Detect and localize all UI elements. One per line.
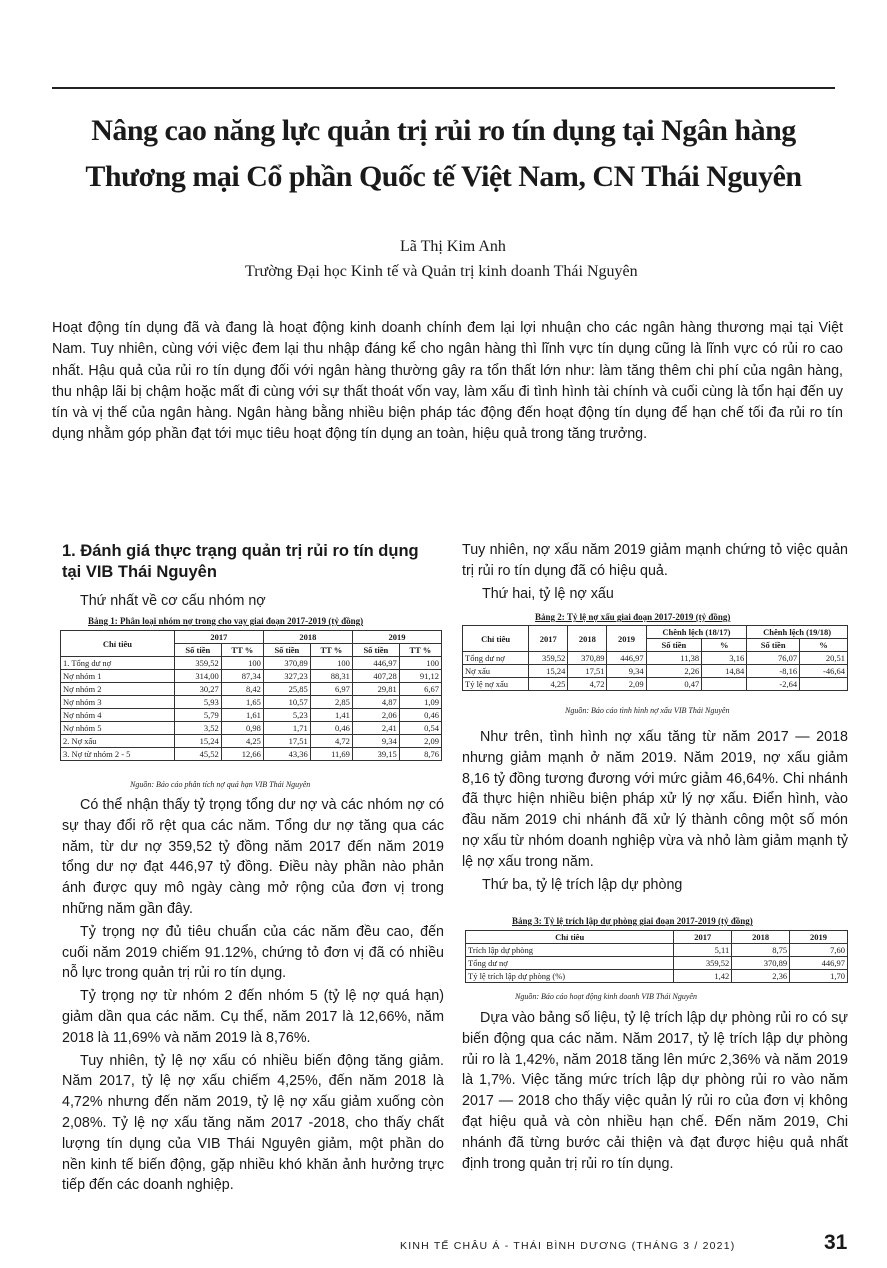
table-cell: 1,71 bbox=[263, 722, 310, 735]
table-row-label: Tỷ lệ trích lập dự phòng (%) bbox=[466, 970, 674, 983]
table-cell: 30,27 bbox=[174, 683, 221, 696]
table-cell: 5,23 bbox=[263, 709, 310, 722]
table-cell: 9,34 bbox=[607, 665, 646, 678]
title-line-1: Nâng cao năng lực quản trị rủi ro tín dụng tại Ngân hàng bbox=[91, 114, 796, 147]
table-cell: 2,09 bbox=[399, 735, 441, 748]
paragraph: Tỷ trọng nợ từ nhóm 2 đến nhóm 5 (tỷ lệ nợ quá hạn) giảm dần qua các năm. Cụ thể, năm 2017 là 12,66%, năm 2018 là 11,69% và năm 2019 là 8,76%. bbox=[62, 988, 444, 1046]
table3-header-year: 2017 bbox=[674, 931, 732, 944]
table-cell: 1,42 bbox=[674, 970, 732, 983]
table-row bbox=[61, 683, 442, 696]
table1-header-year: 2019 bbox=[352, 631, 441, 644]
table-cell: 359,52 bbox=[529, 652, 568, 665]
table-cell: 11,69 bbox=[310, 748, 352, 761]
table-cell: 87,34 bbox=[221, 670, 263, 683]
table-cell: 5,11 bbox=[674, 944, 732, 957]
table-row-label: Tổng dư nợ bbox=[466, 957, 674, 970]
table2-source: Nguồn: Báo cáo tình hình nợ xấu VIB Thái Nguyên bbox=[565, 706, 730, 715]
table-row bbox=[466, 957, 848, 970]
top-rule bbox=[52, 87, 835, 89]
table-cell: 91,12 bbox=[399, 670, 441, 683]
title-line-2: Thương mại Cổ phần Quốc tế Việt Nam, CN Thái Nguyên bbox=[85, 160, 802, 193]
author-name: Lã Thị Kim Anh bbox=[400, 238, 506, 255]
page-number: 31 bbox=[824, 1231, 848, 1254]
table-cell: 446,97 bbox=[607, 652, 646, 665]
table1-header-pct: TT % bbox=[310, 644, 352, 657]
table1 bbox=[60, 630, 442, 761]
journal-footer: KINH TẾ CHÂU Á - THÁI BÌNH DƯƠNG (THÁNG 3 / 2021) bbox=[400, 1240, 736, 1252]
table-row-label: Trích lập dự phòng bbox=[466, 944, 674, 957]
table2 bbox=[462, 625, 848, 691]
table-cell: 1,41 bbox=[310, 709, 352, 722]
table-cell: 2,85 bbox=[310, 696, 352, 709]
table-cell: 12,66 bbox=[221, 748, 263, 761]
table-cell: 2,26 bbox=[646, 665, 702, 678]
table2-header-pct: % bbox=[800, 639, 848, 652]
table-cell: 314,00 bbox=[174, 670, 221, 683]
right-column-middle bbox=[462, 727, 848, 895]
table1-header-pct: TT % bbox=[221, 644, 263, 657]
table-cell: 7,60 bbox=[790, 944, 848, 957]
table-row bbox=[61, 722, 442, 735]
table1-source: Nguồn: Báo cáo phân tích nợ quá hạn VIB Thái Nguyên bbox=[130, 780, 311, 789]
table2-caption: Bảng 2: Tỷ lệ nợ xấu giai đoạn 2017-2019 (tỷ đồng) bbox=[535, 612, 731, 622]
table-row-label: Nợ nhóm 3 bbox=[61, 696, 175, 709]
table1-header-amount: Số tiền bbox=[352, 644, 399, 657]
table-cell: 359,52 bbox=[174, 657, 221, 670]
table-cell: 76,07 bbox=[747, 652, 800, 665]
paragraph: Như trên, tình hình nợ xấu tăng từ năm 2017 — 2018 nhưng giảm mạnh ở năm 2019. Năm 2019, nợ xấu giảm 8,16 tỷ đồng tương đương với mức giảm 46,64%. Chi nhánh đã thực hiện nhiều biện pháp xử lý nợ xấu. Điển hình, vào đầu năm 2019 chi nhánh đã xử lý thành công một số món nợ xấu từ nhóm doanh nghiệp vừa và nhỏ làm giảm mạnh tỷ lệ nợ xấu trong năm. bbox=[462, 729, 848, 870]
table-row bbox=[463, 678, 848, 691]
table1-header-amount: Số tiền bbox=[263, 644, 310, 657]
table-cell: 0,47 bbox=[646, 678, 702, 691]
table-cell: 14,84 bbox=[702, 665, 747, 678]
table-row bbox=[61, 709, 442, 722]
table-cell: 4,25 bbox=[221, 735, 263, 748]
table2-header-item: Chỉ tiêu bbox=[463, 626, 529, 652]
table-cell: 0,46 bbox=[310, 722, 352, 735]
table-cell: -46,64 bbox=[800, 665, 848, 678]
table2-header-year: 2017 bbox=[529, 626, 568, 652]
table-row-label: 3. Nợ từ nhóm 2 - 5 bbox=[61, 748, 175, 761]
table-cell: 6,67 bbox=[399, 683, 441, 696]
table-row-label: 1. Tổng dư nợ bbox=[61, 657, 175, 670]
paragraph: Tuy nhiên, nợ xấu năm 2019 giảm mạnh chứng tỏ việc quản trị rủi ro tín dụng đã có hiệu quả. bbox=[462, 542, 848, 579]
abstract: Hoạt động tín dụng đã và đang là hoạt động kinh doanh chính đem lại lợi nhuận cho các ngân hàng thương mại tại Việt Nam. Tuy nhiên, cùng với việc đem lại thu nhập đáng kể cho ngân hàng thì lĩnh vực tín dụng cũng là lĩnh vực có rủi ro cao nhất. Hậu quả của rủi ro tín dụng đối với ngân hàng thường gây ra tổn thất lớn như: làm tăng thêm chi phí của ngân hàng, thu nhập lãi bị chậm hoặc mất đi cùng với sự thất thoát vốn vay, làm xấu đi tình hình tài chính và cuối cùng là tổn hại đến uy tín và vị thế của ngân hàng. Ngân hàng bằng nhiều biện pháp tác động đến hoạt động tín dụng để hạn chế tối đa rủi ro tín dụng nhằm góp phần đạt tới mục tiêu hoạt động tín dụng an toàn, hiệu quả trong tăng trưởng. bbox=[52, 320, 843, 443]
table-cell: 8,42 bbox=[221, 683, 263, 696]
table-row bbox=[61, 696, 442, 709]
table-cell: 5,93 bbox=[174, 696, 221, 709]
table1-header-year: 2018 bbox=[263, 631, 352, 644]
table1-header-year: 2017 bbox=[174, 631, 263, 644]
subheading-third: Thứ ba, tỷ lệ trích lập dự phòng bbox=[482, 876, 683, 893]
table-cell: 0,46 bbox=[399, 709, 441, 722]
table2-header-diff: Chênh lệch (19/18) bbox=[747, 626, 848, 639]
table-cell: 4,87 bbox=[352, 696, 399, 709]
table-cell: 0,98 bbox=[221, 722, 263, 735]
table-cell: 9,34 bbox=[352, 735, 399, 748]
table-cell: 8,75 bbox=[732, 944, 790, 957]
table-cell: 25,85 bbox=[263, 683, 310, 696]
table-cell: 15,24 bbox=[174, 735, 221, 748]
paragraph: Tỷ trọng nợ đủ tiêu chuẩn của các năm đều cao, đến cuối năm 2019 chiếm 91.12%, chứng tỏ đơn vị đã có nhiều nỗ lực trong quản trị rủi ro tín dụng. bbox=[62, 923, 444, 982]
table-cell: 1,70 bbox=[790, 970, 848, 983]
section-heading: 1. Đánh giá thực trạng quản trị rủi ro tín dụng tại VIB Thái Nguyên bbox=[62, 542, 419, 581]
table3-source: Nguồn: Báo cáo hoạt động kinh doanh VIB Thái Nguyên bbox=[515, 992, 697, 1001]
table-row-label: Nợ nhóm 4 bbox=[61, 709, 175, 722]
table-row bbox=[466, 944, 848, 957]
table1-header-item: Chỉ tiêu bbox=[61, 631, 175, 657]
table-cell: 1,65 bbox=[221, 696, 263, 709]
table-cell: -8,16 bbox=[747, 665, 800, 678]
table1-header-pct: TT % bbox=[399, 644, 441, 657]
table-cell: 6,97 bbox=[310, 683, 352, 696]
table-cell: 100 bbox=[399, 657, 441, 670]
table-row-label: 2. Nợ xấu bbox=[61, 735, 175, 748]
paragraph: Dựa vào bảng số liệu, tỷ lệ trích lập dự phòng rủi ro có sự biến động qua các năm. Năm 2017, tỷ lệ trích lập dự phòng rủi ro là 1,42%, năm 2018 tăng lên mức 2,36% và năm 2019 là 1,7%. Việc tăng mức trích lập dự phòng rủi ro vào năm 2017 — 2018 cho thấy việc quản lý rủi ro của đơn vị không đạt hiệu quả và còn nhiều hạn chế. Đến năm 2019, Chi nhánh đã từng bước cải thiện và đạt được hiệu quả nhất định trong quản trị rủi ro tín dụng. bbox=[462, 1010, 848, 1172]
table-row bbox=[466, 970, 848, 983]
right-column-intro bbox=[462, 540, 848, 604]
author-affiliation: Trường Đại học Kinh tế và Quản trị kinh doanh Thái Nguyên bbox=[245, 263, 638, 280]
subheading-second: Thứ hai, tỷ lệ nợ xấu bbox=[482, 585, 614, 602]
table3-header-year: 2019 bbox=[790, 931, 848, 944]
table-cell: 1,09 bbox=[399, 696, 441, 709]
table-cell: 88,31 bbox=[310, 670, 352, 683]
table-cell: 17,51 bbox=[568, 665, 607, 678]
table-row bbox=[61, 735, 442, 748]
table-row bbox=[61, 670, 442, 683]
table2-header-year: 2019 bbox=[607, 626, 646, 652]
paragraph: Có thể nhận thấy tỷ trọng tổng dư nợ và các nhóm nợ có sự thay đổi rõ rệt qua các năm. Tổng dư nợ tăng qua các năm, từ dư nợ 359,52 tỷ đồng năm 2017 đến năm 2019 tổng dư nợ đạt 446,97 tỷ đồng. Điều này phần nào phản ánh được quy mô ngày càng mở rộng của đơn vị trong những năm gần đây. bbox=[62, 797, 444, 917]
table-cell: 370,89 bbox=[732, 957, 790, 970]
right-column-end bbox=[462, 1008, 848, 1174]
table-cell: 359,52 bbox=[674, 957, 732, 970]
table-cell: 100 bbox=[310, 657, 352, 670]
table-cell: 446,97 bbox=[352, 657, 399, 670]
table1-header-amount: Số tiền bbox=[174, 644, 221, 657]
table2-header-amount: Số tiền bbox=[747, 639, 800, 652]
table2-header-diff: Chênh lệch (18/17) bbox=[646, 626, 747, 639]
table-cell: -2,64 bbox=[747, 678, 800, 691]
table-cell: 2,06 bbox=[352, 709, 399, 722]
table-cell bbox=[800, 678, 848, 691]
table-cell: 39,15 bbox=[352, 748, 399, 761]
table-row-label: Nợ nhóm 2 bbox=[61, 683, 175, 696]
table-cell bbox=[702, 678, 747, 691]
table-cell: 446,97 bbox=[790, 957, 848, 970]
paragraph: Tuy nhiên, tỷ lệ nợ xấu có nhiều biến động tăng giảm. Năm 2017, tỷ lệ nợ xấu chiếm 4,25%, đến năm 2018 là 4,72% nhưng đến năm 2019, tỷ lệ nợ xấu giảm xuống còn 2,08%. Tỷ lệ nợ xấu tăng năm 2017 -2018, cho thấy chất lượng tín dụng của VIB Thái Nguyên giảm, một phần do nền kinh tế biến động, gặp nhiều khó khăn ảnh hưởng trực tiếp đến các doanh nghiệp. bbox=[62, 1052, 444, 1194]
table-cell: 8,76 bbox=[399, 748, 441, 761]
table-cell: 17,51 bbox=[263, 735, 310, 748]
table-cell: 2,41 bbox=[352, 722, 399, 735]
table-row-label: Tỷ lệ nợ xấu bbox=[463, 678, 529, 691]
table-cell: 2,36 bbox=[732, 970, 790, 983]
table-row bbox=[61, 657, 442, 670]
table-cell: 11,38 bbox=[646, 652, 702, 665]
subheading-first: Thứ nhất về cơ cấu nhóm nợ bbox=[80, 593, 266, 609]
table-row-label: Nợ nhóm 5 bbox=[61, 722, 175, 735]
table-cell: 4,72 bbox=[310, 735, 352, 748]
table-cell: 327,23 bbox=[263, 670, 310, 683]
table2-header-pct: % bbox=[702, 639, 747, 652]
article-title bbox=[52, 108, 835, 200]
table-row-label: Tổng dư nợ bbox=[463, 652, 529, 665]
table-cell: 29,81 bbox=[352, 683, 399, 696]
table-cell: 3,16 bbox=[702, 652, 747, 665]
table-row-label: Nợ xấu bbox=[463, 665, 529, 678]
table-cell: 100 bbox=[221, 657, 263, 670]
table2-header-amount: Số tiền bbox=[646, 639, 702, 652]
table-cell: 3,52 bbox=[174, 722, 221, 735]
table2-header-year: 2018 bbox=[568, 626, 607, 652]
table-row bbox=[463, 652, 848, 665]
table-cell: 407,28 bbox=[352, 670, 399, 683]
table1-caption: Bảng 1: Phân loại nhóm nợ trong cho vay giai đoạn 2017-2019 (tỷ đồng) bbox=[88, 616, 364, 626]
table-cell: 45,52 bbox=[174, 748, 221, 761]
table-cell: 10,57 bbox=[263, 696, 310, 709]
table3-caption: Bảng 3: Tỷ lệ trích lập dự phòng giai đoạn 2017-2019 (tỷ đồng) bbox=[512, 916, 753, 926]
table-cell: 5,79 bbox=[174, 709, 221, 722]
table-row bbox=[463, 665, 848, 678]
table-cell: 370,89 bbox=[263, 657, 310, 670]
table-cell: 0,54 bbox=[399, 722, 441, 735]
table-row bbox=[61, 748, 442, 761]
left-column bbox=[62, 795, 444, 1196]
table-cell: 1,61 bbox=[221, 709, 263, 722]
table-cell: 20,51 bbox=[800, 652, 848, 665]
table-cell: 4,72 bbox=[568, 678, 607, 691]
table-cell: 15,24 bbox=[529, 665, 568, 678]
table-cell: 370,89 bbox=[568, 652, 607, 665]
table3-header-item: Chỉ tiêu bbox=[466, 931, 674, 944]
table3 bbox=[465, 930, 848, 983]
table-cell: 43,36 bbox=[263, 748, 310, 761]
table3-header-year: 2018 bbox=[732, 931, 790, 944]
table-row-label: Nợ nhóm 1 bbox=[61, 670, 175, 683]
table-cell: 4,25 bbox=[529, 678, 568, 691]
table-cell: 2,09 bbox=[607, 678, 646, 691]
